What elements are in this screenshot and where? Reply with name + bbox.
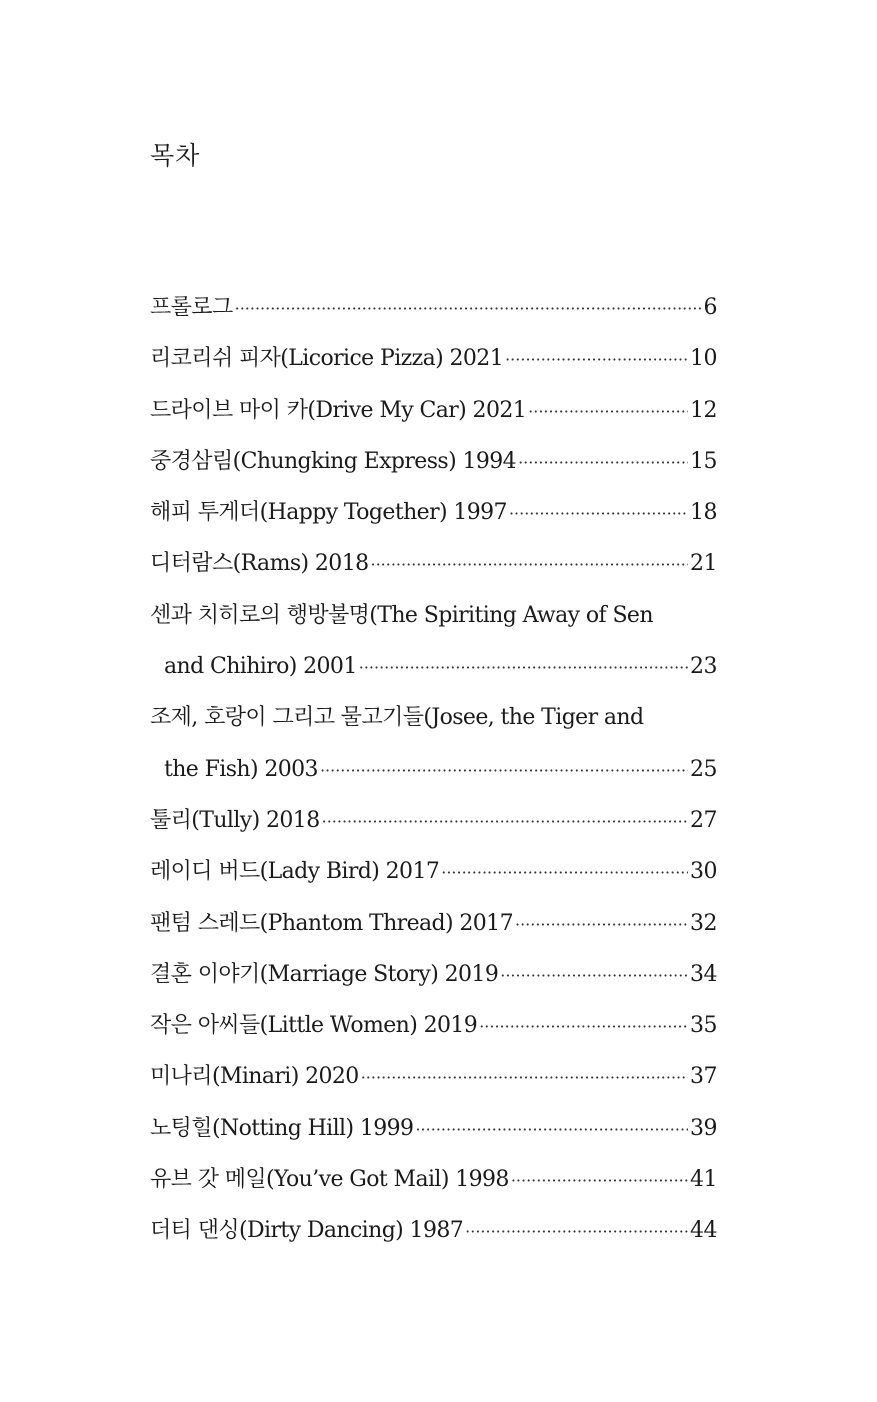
- toc-entry-title: 프롤로그: [150, 295, 233, 320]
- toc-entry[interactable]: [150, 852, 717, 903]
- toc-entry-page: 34: [690, 961, 717, 987]
- toc-entry-title: 노팅힐(Notting Hill) 1999: [150, 1115, 414, 1141]
- toc-entry-title: 디터람스(Rams) 2018: [150, 551, 369, 577]
- toc-entry-page: 25: [690, 756, 717, 782]
- toc-entry-page: 35: [690, 1013, 717, 1039]
- toc-leader-dots: [322, 802, 688, 842]
- toc-entry[interactable]: [150, 1109, 717, 1160]
- toc-leader-dots: [465, 1212, 688, 1252]
- toc-entry-page: 10: [690, 346, 717, 372]
- toc-entry-page: 12: [690, 397, 717, 423]
- toc-entry[interactable]: [150, 1006, 717, 1057]
- toc-entry[interactable]: [150, 493, 717, 544]
- toc-entry-title: 드라이브 마이 카(Drive My Car) 2021: [150, 397, 527, 423]
- toc-leader-dots: [479, 1007, 688, 1047]
- toc-entry-title: 중경삼림(Chungking Express) 1994: [150, 448, 517, 474]
- toc-entry-page: 21: [690, 551, 717, 577]
- toc-entry[interactable]: [150, 339, 717, 390]
- toc-entry-page: 37: [690, 1064, 717, 1090]
- toc-leader-dots: [441, 853, 688, 893]
- toc-entry-title: 툴리(Tully) 2018: [150, 807, 320, 833]
- toc-entry[interactable]: [150, 288, 717, 339]
- toc-entry-page: 39: [690, 1115, 717, 1141]
- toc-entry-title: 유브 갓 메일(You’ve Got Mail) 1998: [150, 1167, 509, 1193]
- toc-entry-page: 27: [690, 807, 717, 833]
- toc-entry-first-line[interactable]: [150, 596, 717, 647]
- toc-entry-title: 리코리쉬 피자(Licorice Pizza) 2021: [150, 346, 504, 372]
- toc-leader-dots: [509, 494, 688, 534]
- toc-entry[interactable]: [150, 391, 717, 442]
- toc-entry-page: 41: [690, 1167, 717, 1193]
- toc-entry-title: 해피 투게더(Happy Together) 1997: [150, 500, 507, 526]
- toc-entry-continuation[interactable]: [150, 647, 717, 698]
- table-of-contents: [150, 288, 717, 1263]
- toc-entry-page: 30: [690, 859, 717, 885]
- toc-leader-dots: [505, 340, 688, 380]
- toc-entry[interactable]: [150, 1211, 717, 1262]
- toc-entry-page: 32: [690, 910, 717, 936]
- toc-entry-title: 레이디 버드(Lady Bird) 2017: [150, 859, 440, 885]
- toc-leader-dots: [235, 289, 702, 329]
- toc-leader-dots: [361, 1058, 688, 1098]
- toc-entry-page: 6: [703, 295, 717, 320]
- toc-entry-continuation[interactable]: [150, 750, 717, 801]
- toc-entry-first-line[interactable]: [150, 698, 717, 749]
- toc-entry-title-continuation: the Fish) 2003: [164, 756, 318, 782]
- toc-entry-title: 미나리(Minari) 2020: [150, 1064, 359, 1090]
- toc-entry-title: 팬텀 스레드(Phantom Thread) 2017: [150, 910, 513, 936]
- toc-entry[interactable]: [150, 442, 717, 493]
- toc-leader-dots: [511, 1161, 688, 1201]
- toc-entry[interactable]: [150, 801, 717, 852]
- toc-leader-dots: [359, 648, 688, 688]
- toc-entry-title-continuation: and Chihiro) 2001: [164, 654, 357, 680]
- toc-entry-title: 조제, 호랑이 그리고 물고기들(Josee, the Tiger and: [150, 705, 644, 731]
- toc-leader-dots: [528, 392, 688, 432]
- toc-leader-dots: [500, 956, 688, 996]
- toc-entry[interactable]: [150, 544, 717, 595]
- toc-entry-page: 23: [690, 654, 717, 680]
- page-title: 목차: [150, 141, 201, 170]
- toc-entry[interactable]: [150, 904, 717, 955]
- toc-entry-page: 18: [690, 500, 717, 526]
- toc-entry[interactable]: [150, 955, 717, 1006]
- toc-entry-title: 결혼 이야기(Marriage Story) 2019: [150, 961, 499, 987]
- toc-entry-page: 44: [690, 1218, 717, 1244]
- toc-entry-title: 더티 댄싱(Dirty Dancing) 1987: [150, 1218, 464, 1244]
- toc-leader-dots: [415, 1110, 688, 1150]
- toc-entry-title: 작은 아씨들(Little Women) 2019: [150, 1013, 478, 1039]
- toc-leader-dots: [371, 545, 689, 585]
- toc-entry[interactable]: [150, 1160, 717, 1211]
- toc-leader-dots: [515, 905, 688, 945]
- toc-leader-dots: [518, 443, 688, 483]
- toc-entry-page: 15: [690, 448, 717, 474]
- toc-entry[interactable]: [150, 1057, 717, 1108]
- toc-entry-title: 센과 치히로의 행방불명(The Spiriting Away of Sen: [150, 602, 653, 628]
- toc-leader-dots: [320, 751, 688, 791]
